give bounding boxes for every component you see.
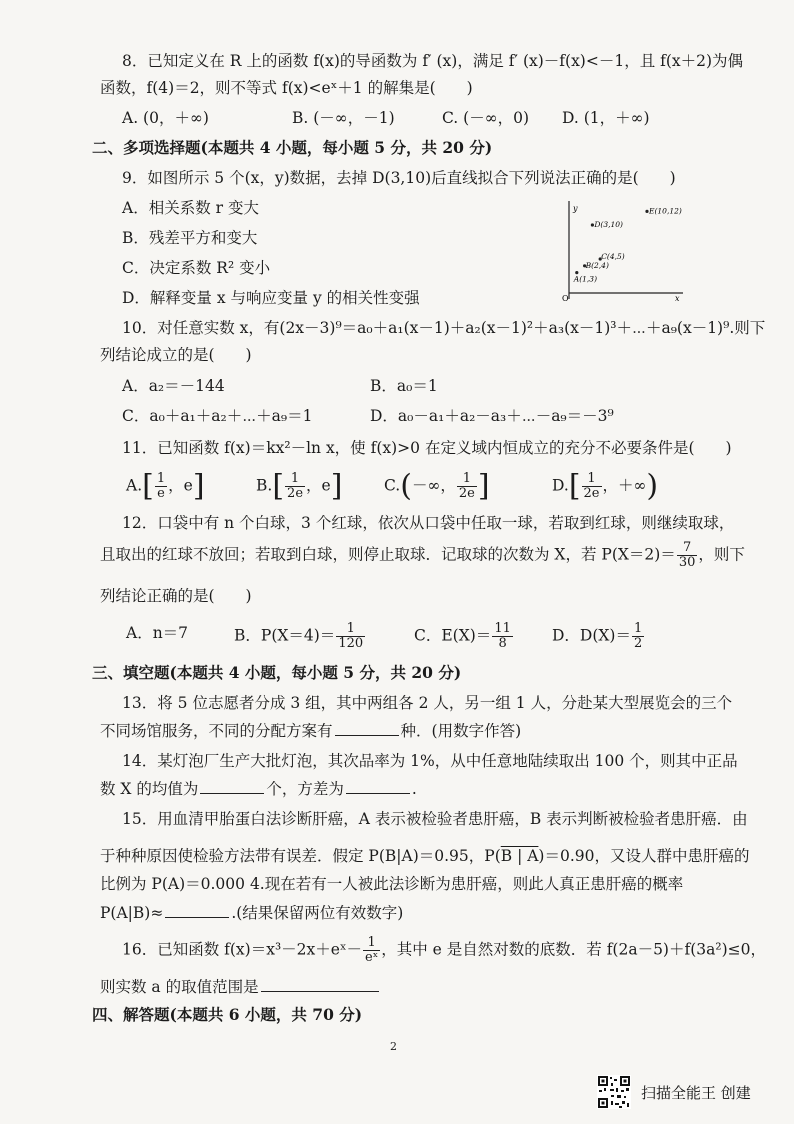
section3-heading: 三、填空题(本题共 4 小题，每小题 5 分，共 20 分)	[92, 663, 462, 682]
q11-a-den: e	[157, 486, 165, 501]
q11-stem: 11．已知函数 f(x)＝kx²－ln x，使 f(x)>0 在定义域内恒成立的充分不必要条件是( )	[122, 439, 732, 457]
q16-answer-blank[interactable]	[261, 977, 379, 992]
y-axis-label: y	[573, 204, 578, 213]
q16-line1	[122, 936, 766, 965]
q14-line2	[100, 778, 417, 800]
q12-option-b	[234, 622, 366, 651]
q15-line4	[100, 902, 403, 924]
scatter-point-label-4: E(10,12)	[649, 206, 682, 216]
q10-option-c: C．a₀＋a₁＋a₂＋⋯＋a₉＝1	[122, 407, 313, 425]
q11-a-prefix: A.	[126, 476, 143, 495]
q14-line2-end: .	[411, 780, 417, 798]
q13-line2	[100, 720, 521, 742]
q11-option-d	[552, 468, 659, 504]
q11-option-c	[384, 468, 490, 504]
q11-d-den: 2e	[583, 486, 600, 501]
q9-option-a: A．相关系数 r 变大	[122, 199, 259, 217]
q11-b-right: ，e	[306, 476, 331, 495]
q14-mean-blank[interactable]	[200, 779, 264, 794]
q12-line2-tail: ，则下	[698, 545, 745, 564]
scatter-point-label-3: D(3,10)	[594, 220, 623, 229]
q12-c-fraction	[492, 622, 513, 651]
q11-b-open-bracket: [	[272, 468, 285, 504]
q16-den: eˣ	[365, 950, 379, 965]
q11-c-open-bracket: (	[400, 468, 412, 504]
q10-option-b: B．a₀＝1	[370, 377, 438, 395]
q11-c-den: 2e	[458, 486, 475, 501]
scanner-watermark-text: 扫描全能王 创建	[641, 1083, 751, 1102]
origin-label: O	[562, 294, 569, 303]
q11-d-num: 1	[582, 472, 602, 487]
q11-option-a	[126, 468, 205, 504]
scatter-plot	[555, 195, 695, 305]
q12-d-den: 2	[633, 636, 643, 651]
q11-d-right: ，＋∞	[602, 476, 647, 495]
q14-line1: 14．某灯泡厂生产大批灯泡，其次品率为 1%，从中任意地陆续取出 100 个，则其中正品	[122, 752, 738, 770]
q16-line1-text: 16．已知函数 f(x)＝x³－2x＋eˣ－	[122, 940, 363, 959]
scatter-point-label-1: B(2,4)	[585, 260, 609, 270]
q12-c-den: 8	[498, 636, 507, 651]
q15-line1: 15．用血清甲胎蛋白法诊断肝癌，A 表示被检验者患肝癌，B 表示判断被检验者患肝癌．由	[122, 810, 748, 828]
q11-c-left: －∞，	[411, 476, 456, 495]
q12-d-num: 1	[633, 621, 643, 636]
q12-option-d	[552, 622, 645, 651]
scatter-point-label-2: C(4,5)	[601, 252, 625, 261]
q11-a-close-bracket: ]	[192, 468, 205, 504]
q11-a-open-bracket: [	[142, 468, 154, 504]
q12-line2-num: 7	[677, 541, 698, 556]
q12-d-prefix: D．D(X)＝	[552, 626, 631, 645]
q15-line4-text: P(A|B)≈	[100, 904, 164, 922]
q11-d-fraction	[582, 472, 602, 501]
q15-line2-text: 于种种原因使检验方法带有误差．假定 P(B|A)＝0.95，P(	[100, 847, 501, 865]
page-number: 2	[390, 1040, 397, 1053]
q12-c-prefix: C．E(X)＝	[414, 626, 492, 645]
q8-line2: 函数，f(4)＝2，则不等式 f(x)<eˣ＋1 的解集是( )	[100, 79, 473, 97]
q14-variance-blank[interactable]	[346, 779, 410, 794]
q12-line2-den: 30	[678, 555, 696, 570]
q9-option-b: B．残差平方和变大	[122, 229, 258, 247]
q14-line2-text: 数 X 的均值为	[100, 780, 199, 798]
q10-option-a: A．a₂＝－144	[122, 377, 225, 395]
q15-line2	[100, 845, 749, 867]
section4-heading: 四、解答题(本题共 6 小题，共 70 分)	[92, 1005, 363, 1024]
q12-b-den: 120	[338, 636, 364, 651]
q11-option-b	[256, 468, 343, 504]
q15-line4-tail: .(结果保留两位有效数字)	[231, 904, 404, 922]
q8-line1: 8．已知定义在 R 上的函数 f(x)的导函数为 f′ (x)，满足 f′ (x)－f(x)<－1，且 f(x＋2)为偶	[122, 52, 744, 70]
q12-option-c	[414, 622, 514, 651]
q12-line2	[100, 541, 745, 570]
q11-c-fraction	[457, 472, 477, 501]
q8-option-a: A. (0，＋∞)	[122, 109, 209, 127]
q11-c-close-bracket: ]	[477, 468, 490, 504]
scatter-point-label-0: A(1,3)	[573, 274, 598, 284]
q15-line3: 比例为 P(A)＝0.000 4.现在若有一人被此法诊断为患肝癌，则此人真正患肝癌的概率	[100, 875, 684, 893]
q11-d-open-bracket: [	[568, 468, 581, 504]
q12-b-fraction	[336, 622, 365, 651]
q16-line1-tail: ，其中 e 是自然对数的底数．若 f(2a－5)＋f(3a²)≤0，	[381, 940, 766, 959]
q13-line2-tail: 种．(用数字作答)	[400, 722, 522, 740]
section2-heading: 二、多项选择题(本题共 4 小题，每小题 5 分，共 20 分)	[92, 138, 493, 157]
q15-answer-blank[interactable]	[165, 903, 229, 918]
q13-line2-text: 不同场馆服务，不同的分配方案有	[100, 722, 333, 740]
q12-option-a: A．n＝7	[126, 624, 189, 642]
q11-a-num: 1	[156, 471, 166, 486]
q8-option-c: C. (－∞，0)	[442, 109, 530, 127]
q9-option-d: D．解释变量 x 与响应变量 y 的相关性变强	[122, 289, 420, 307]
q16-line2	[100, 976, 381, 998]
q11-d-close-bracket: )	[646, 468, 659, 504]
q9-option-c: C．决定系数 R² 变小	[122, 259, 271, 277]
q11-d-prefix: D.	[552, 476, 569, 495]
q12-line1: 12．口袋中有 n 个白球，3 个红球，依次从口袋中任取一球，若取到红球，则继续取球，	[122, 514, 735, 532]
q16-num: 1	[363, 936, 380, 951]
q16-fraction	[363, 936, 380, 965]
q12-b-prefix: B．P(X＝4)＝	[234, 626, 336, 645]
q10-line1: 10．对任意实数 x，有(2x－3)⁹＝a₀＋a₁(x－1)＋a₂(x－1)²＋a₃(x－1)³＋⋯＋a₉(x－1)⁹.则下	[122, 319, 766, 337]
q11-b-num: 1	[285, 472, 305, 487]
q12-b-num: 1	[336, 622, 365, 637]
q9-stem: 9．如图所示 5 个(x，y)数据，去掉 D(3,10)后直线拟合下列说法正确的是( )	[122, 169, 676, 187]
q8-option-b: B. (－∞，－1)	[292, 109, 395, 127]
q16-line2-text: 则实数 a 的取值范围是	[100, 978, 259, 996]
q11-b-fraction	[285, 472, 305, 501]
q11-a-right: ，e	[168, 476, 193, 495]
q8-option-d: D. (1，＋∞)	[562, 109, 650, 127]
q12-line2-fraction	[677, 541, 698, 570]
scatter-points	[573, 206, 682, 283]
q12-line2-text: 且取出的红球不放回；若取到白球，则停止取球．记取球的次数为 X，若 P(X＝2)＝	[100, 545, 676, 564]
x-axis-label: x	[675, 294, 680, 303]
q13-line1: 13．将 5 位志愿者分成 3 组，其中两组各 2 人，另一组 1 人，分赴某大型展览会的三个	[122, 694, 733, 712]
q10-option-d: D．a₀－a₁＋a₂－a₃＋⋯－a₉＝－3⁹	[370, 407, 614, 425]
q11-b-prefix: B.	[256, 476, 273, 495]
q14-line2-mid: 个，方差为	[266, 780, 344, 798]
q11-c-prefix: C.	[384, 476, 401, 495]
qr-code-icon	[597, 1075, 631, 1109]
q15-complement-expression: B | A	[500, 847, 539, 865]
q15-line2-tail: )＝0.90，又设人群中患肝癌的	[538, 847, 750, 865]
scanner-watermark	[597, 1075, 751, 1109]
q12-line3: 列结论正确的是( )	[100, 587, 252, 605]
q11-a-fraction	[155, 472, 167, 501]
q11-b-den: 2e	[287, 486, 304, 501]
q11-b-close-bracket: ]	[330, 468, 343, 504]
q12-d-fraction	[632, 622, 644, 651]
q13-answer-blank[interactable]	[335, 721, 399, 736]
q11-c-num: 1	[457, 472, 477, 487]
q10-line2: 列结论成立的是( )	[100, 346, 252, 364]
q12-c-num: 11	[494, 621, 511, 636]
